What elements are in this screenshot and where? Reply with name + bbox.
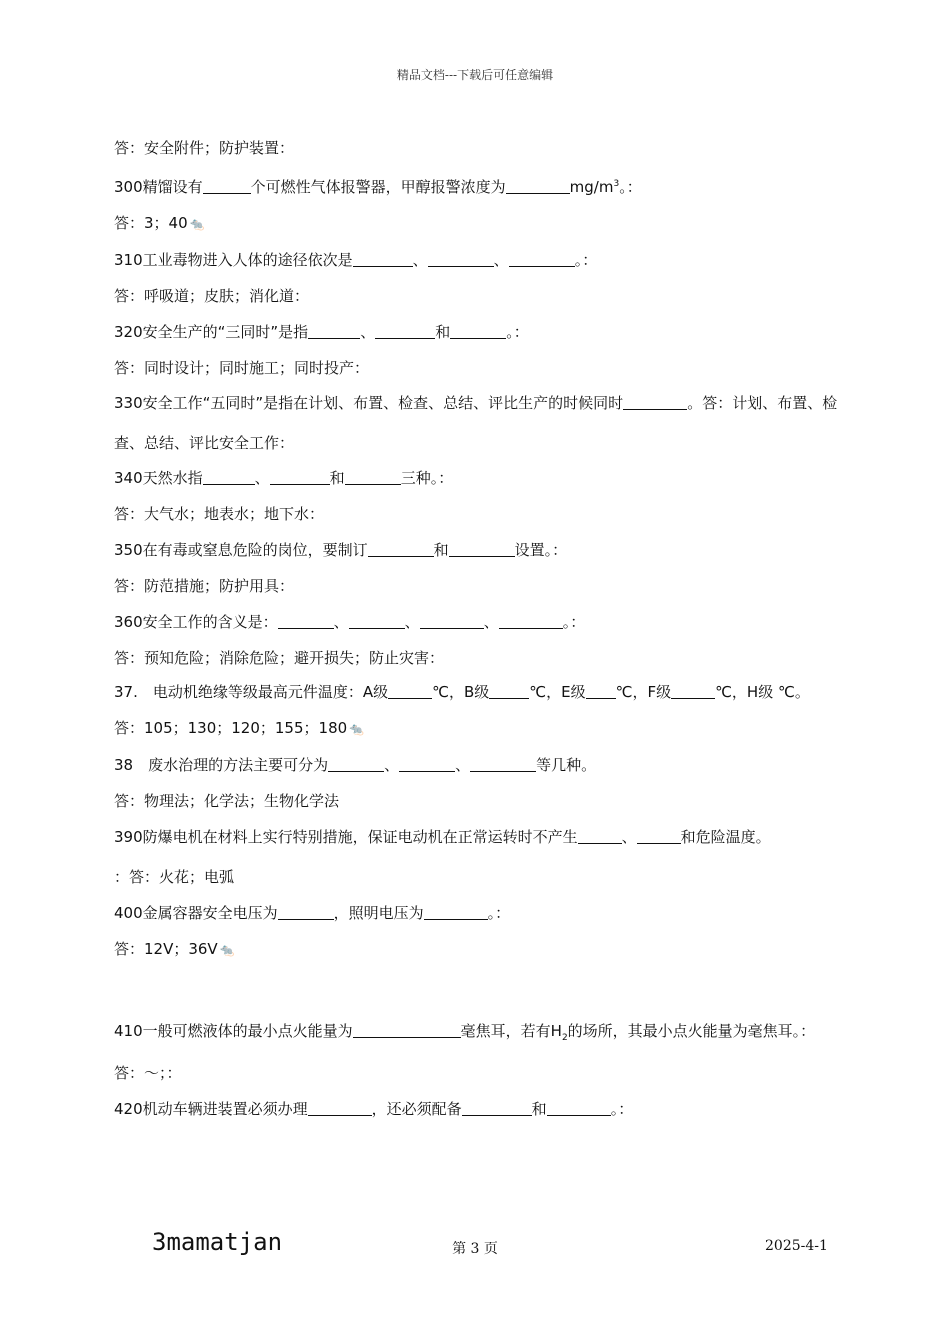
answer-text: 答：预知危险；消除危险；避开损失；防止灾害： xyxy=(114,649,445,667)
circle-glyph: 0 xyxy=(133,613,143,631)
circle-glyph: 0 xyxy=(133,251,143,269)
circle-glyph: 0 xyxy=(133,541,143,559)
fill-blank xyxy=(345,469,401,485)
answer-text: 答：105；130；120；155；180 xyxy=(114,719,348,737)
question-text: 37. 电动机绝缘等级最高元件温度：A级 xyxy=(114,683,389,701)
question-number: 30 xyxy=(114,178,134,196)
question-number: 41 xyxy=(114,1022,134,1040)
answer-text: ：答：火花；电弧 xyxy=(114,868,235,886)
question-number: 40 xyxy=(114,904,134,922)
fill-blank xyxy=(353,251,413,267)
question-37 xyxy=(114,671,854,713)
answer-text: 答：～；： xyxy=(114,1064,182,1082)
question-text: 安全工作的含义是： xyxy=(142,613,278,631)
question-text: 。： xyxy=(574,251,598,269)
answer-30 xyxy=(114,212,864,235)
question-number: 39 xyxy=(114,828,134,846)
fill-blank xyxy=(278,904,334,920)
question-text: 。答：计划、布置、检查、总结、评比安全工作： xyxy=(114,394,838,452)
answer-text: 答：防范措施；防护用具： xyxy=(114,577,295,595)
fill-blank xyxy=(270,469,330,485)
question-text: 安全工作“五同时”是指在计划、布置、检查、总结、评比生产的时候同时 xyxy=(142,394,624,412)
question-text: 的场所，其最小点火能量为毫焦耳。： xyxy=(567,1022,816,1040)
footer-date: 2025-4-1 xyxy=(765,1238,828,1254)
circle-glyph: 0 xyxy=(133,178,143,196)
fill-blank xyxy=(278,613,334,629)
fill-blank xyxy=(424,904,488,920)
question-number: 36 xyxy=(114,613,134,631)
question-text: 。： xyxy=(487,904,511,922)
question-text: 。： xyxy=(562,613,586,631)
question-39 xyxy=(114,826,864,848)
answer-text: 答：安全附件；防护装置： xyxy=(114,139,295,157)
question-text: 。： xyxy=(506,323,529,341)
fill-blank xyxy=(399,756,455,772)
question-text: 精馏设有 xyxy=(142,178,203,196)
question-36 xyxy=(114,611,864,633)
question-32 xyxy=(114,321,864,343)
fill-blank xyxy=(450,323,506,339)
question-text: ℃，F级 xyxy=(615,683,672,701)
question-text: ℃，E级 xyxy=(529,683,586,701)
circle-glyph: 0 xyxy=(133,828,143,846)
question-34 xyxy=(114,467,864,489)
question-number: 34 xyxy=(114,469,134,487)
question-text: 在有毒或窒息危险的岗位，要制订 xyxy=(142,541,368,559)
unit-text: mg/m xyxy=(569,178,614,196)
fill-blank xyxy=(578,828,622,844)
answer-text: 答：物理法；化学法；生物化学法 xyxy=(114,792,340,810)
superscript: 3 xyxy=(613,179,620,189)
circle-glyph: 0 xyxy=(133,904,143,922)
question-text: 毫焦耳，若有H xyxy=(460,1022,562,1040)
answer-35 xyxy=(114,575,864,597)
question-35 xyxy=(114,539,864,561)
separator: 、 xyxy=(384,756,400,774)
fill-blank xyxy=(586,683,616,699)
answer-41 xyxy=(114,1062,864,1084)
fill-blank xyxy=(489,683,529,699)
footer-signature: 3mamatjan xyxy=(152,1228,283,1256)
document-body xyxy=(114,137,864,1120)
answer-text: 答：3；40 xyxy=(114,214,188,232)
question-text: 金属容器安全电压为 xyxy=(142,904,278,922)
question-number: 33 xyxy=(114,394,134,412)
mouse-icon: 🐀 xyxy=(349,722,365,736)
circle-glyph: 0 xyxy=(133,323,143,341)
question-number: 42 xyxy=(114,1100,134,1118)
question-33 xyxy=(114,383,864,463)
fill-blank xyxy=(509,251,575,267)
separator: 、 xyxy=(404,613,420,631)
question-text: ，还必须配备 xyxy=(371,1100,462,1118)
fill-blank xyxy=(449,541,515,557)
answer-text: 答：同时设计；同时施工；同时投产： xyxy=(114,359,370,377)
mouse-icon: 🐀 xyxy=(189,217,205,231)
separator: 和 xyxy=(329,469,345,487)
question-38 xyxy=(114,754,864,776)
fill-blank xyxy=(428,251,494,267)
fill-blank xyxy=(671,683,715,699)
separator: 、 xyxy=(254,469,270,487)
circle-glyph: 0 xyxy=(133,394,143,412)
question-text: ℃。 xyxy=(778,683,810,701)
fill-blank xyxy=(499,613,563,629)
page-number: 第 3 页 xyxy=(452,1241,498,1257)
separator: 、 xyxy=(483,613,499,631)
question-text: 。： xyxy=(619,178,642,196)
answer-40 xyxy=(114,938,864,961)
separator: 、 xyxy=(333,613,349,631)
question-text: 等几种。 xyxy=(536,756,597,774)
document-header: 精品文档---下载后可任意编辑 xyxy=(396,68,554,82)
answer-text: 答：大气水；地表水；地下水： xyxy=(114,505,325,523)
question-31 xyxy=(114,249,864,271)
question-text: ℃，H级 xyxy=(715,683,774,701)
question-text: 38 废水治理的方法主要可分为 xyxy=(114,756,329,774)
question-text: 防爆电机在材料上实行特别措施，保证电动机在正常运转时不产生 xyxy=(142,828,578,846)
fill-blank xyxy=(203,178,251,194)
question-text: ℃，B级 xyxy=(432,683,490,701)
mouse-icon: 🐀 xyxy=(219,943,235,957)
question-30 xyxy=(114,173,864,198)
fill-blank xyxy=(353,1022,461,1038)
fill-blank xyxy=(375,323,435,339)
question-text: 机动车辆进装置必须办理 xyxy=(142,1100,308,1118)
question-text: 。： xyxy=(610,1100,634,1118)
answer-34 xyxy=(114,503,864,525)
question-42 xyxy=(114,1098,864,1120)
question-number: 31 xyxy=(114,251,134,269)
circle-glyph: 0 xyxy=(133,1100,143,1118)
question-text: 和危险温度。 xyxy=(680,828,771,846)
fill-blank xyxy=(203,469,255,485)
separator: 和 xyxy=(435,323,451,341)
question-number: 32 xyxy=(114,323,134,341)
separator: 、 xyxy=(412,251,428,269)
answer-39 xyxy=(114,866,864,888)
question-text: 天然水指 xyxy=(142,469,203,487)
answer-36 xyxy=(114,647,864,669)
fill-blank xyxy=(308,323,360,339)
fill-blank xyxy=(462,1100,532,1116)
circle-glyph: 0 xyxy=(133,469,143,487)
fill-blank xyxy=(547,1100,611,1116)
question-text: 工业毒物进入人体的途径依次是 xyxy=(142,251,353,269)
separator: 、 xyxy=(493,251,509,269)
fill-blank xyxy=(420,613,484,629)
separator: 和 xyxy=(531,1100,547,1118)
question-number: 35 xyxy=(114,541,134,559)
question-text: 个可燃性气体报警器，甲醇报警浓度为 xyxy=(250,178,506,196)
fill-blank xyxy=(470,756,536,772)
circle-glyph: 0 xyxy=(133,1022,143,1040)
separator: 、 xyxy=(360,323,376,341)
fill-blank xyxy=(637,828,681,844)
question-text: 设置。： xyxy=(514,541,568,559)
question-40 xyxy=(114,902,864,924)
fill-blank xyxy=(368,541,434,557)
document-footer xyxy=(0,1224,950,1264)
answer-text: 答：12V；36V xyxy=(114,940,218,958)
fill-blank xyxy=(308,1100,372,1116)
fill-blank xyxy=(349,613,405,629)
answer-38 xyxy=(114,790,864,812)
fill-blank xyxy=(623,394,687,410)
question-text: 安全生产的“三同时”是指 xyxy=(142,323,309,341)
question-41 xyxy=(114,1011,854,1058)
fill-blank xyxy=(506,178,570,194)
question-text: ，照明电压为 xyxy=(333,904,424,922)
answer-text: 答：呼吸道；皮肤；消化道： xyxy=(114,287,310,305)
fill-blank xyxy=(328,756,384,772)
separator: 和 xyxy=(433,541,449,559)
separator: 、 xyxy=(621,828,637,846)
subscript: 2 xyxy=(561,1033,568,1043)
answer-29 xyxy=(114,137,864,159)
answer-32 xyxy=(114,357,864,379)
fill-blank xyxy=(388,683,432,699)
question-text: 三种。： xyxy=(400,469,454,487)
question-text: 一般可燃液体的最小点火能量为 xyxy=(142,1022,353,1040)
answer-31 xyxy=(114,285,864,307)
separator: 、 xyxy=(455,756,471,774)
answer-37 xyxy=(114,717,864,740)
